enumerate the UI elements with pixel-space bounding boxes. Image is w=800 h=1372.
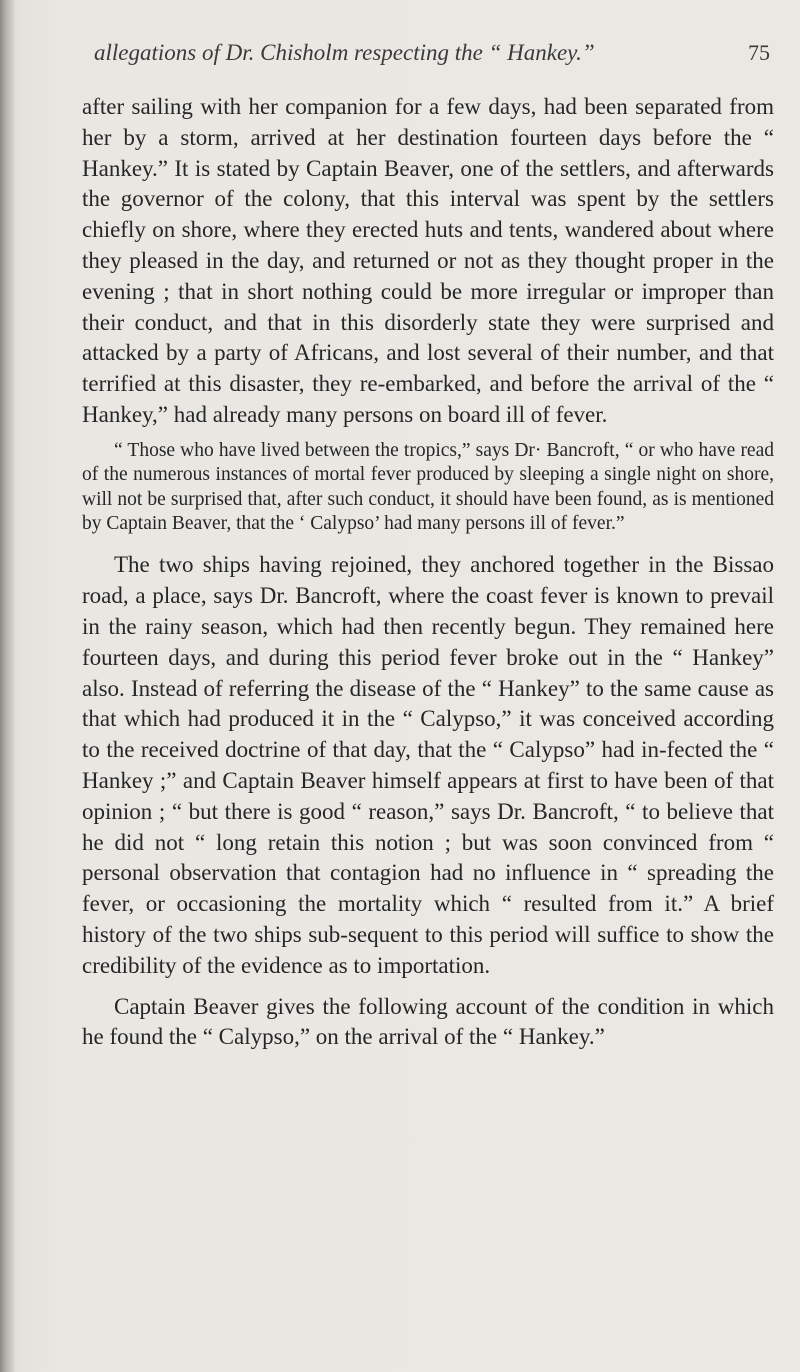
body-text (82, 92, 774, 1053)
running-header (94, 40, 770, 70)
paragraph-ships-rejoined: The two ships having rejoined, they anchored together in the Bissao road, a place, says Dr. Bancroft, where the coast fever is known to prevail in the rainy season, which had then recently begun. They remained here fourteen days, and during this period fever broke out in the “ Hankey” also. Instead of referring the disease of the “ Hankey” to the same cause as that which had produced it in the “ Calypso,” it was conceived according to the received doctrine of that day, that the “ Calypso” had in-fected the “ Hankey ;” and Captain Beaver himself appears at first to have been of that opinion ; “ but there is good “ reason,” says Dr. Bancroft, “ to believe that he did not “ long retain this notion ; but was soon convinced from “ personal observation that contagion had no influence in “ spreading the fever, or occasioning the mortality which “ resulted from it.” A brief history of the two ships sub-sequent to this period will suffice to show the credibility of the evidence as to importation. (82, 552, 774, 978)
page-number: 75 (748, 40, 770, 65)
paragraph-captain-beaver-account: Captain Beaver gives the following account of the condition in which he found the “ Calypso,” on the arrival of the “ Hankey.” (82, 993, 774, 1050)
page-binding-shadow (0, 0, 14, 1372)
block-quote-bancroft: “ Those who have lived between the tropics,” says Dr· Bancroft, “ or who have read of the numerous instances of mortal fever produced by sleeping a single night on shore, will not be surprised that, after such conduct, it should have been found, as is mentioned by Captain Beaver, that the ‘ Calypso’ had many persons ill of fever.” (82, 439, 774, 534)
paragraph-continued: after sailing with her companion for a few days, had been separated from her by a storm, arrived at her destination fourteen days before the “ Hankey.” It is stated by Captain Beaver, one of the settlers, and afterwards the governor of the colony, that this interval was spent by the settlers chiefly on shore, where they erected huts and tents, wandered about where they pleased in the day, and returned or not as they thought proper in the evening ; that in short nothing could be more irregular or improper than their conduct, and that in this disorderly state they were surprised and attacked by a party of Africans, and lost several of their number, and that terrified at this disaster, they re-embarked, and before the arrival of the “ Hankey,” had already many persons on board ill of fever. (82, 94, 774, 427)
running-title: allegations of Dr. Chisholm respecting the “ Hankey.” (94, 40, 595, 65)
